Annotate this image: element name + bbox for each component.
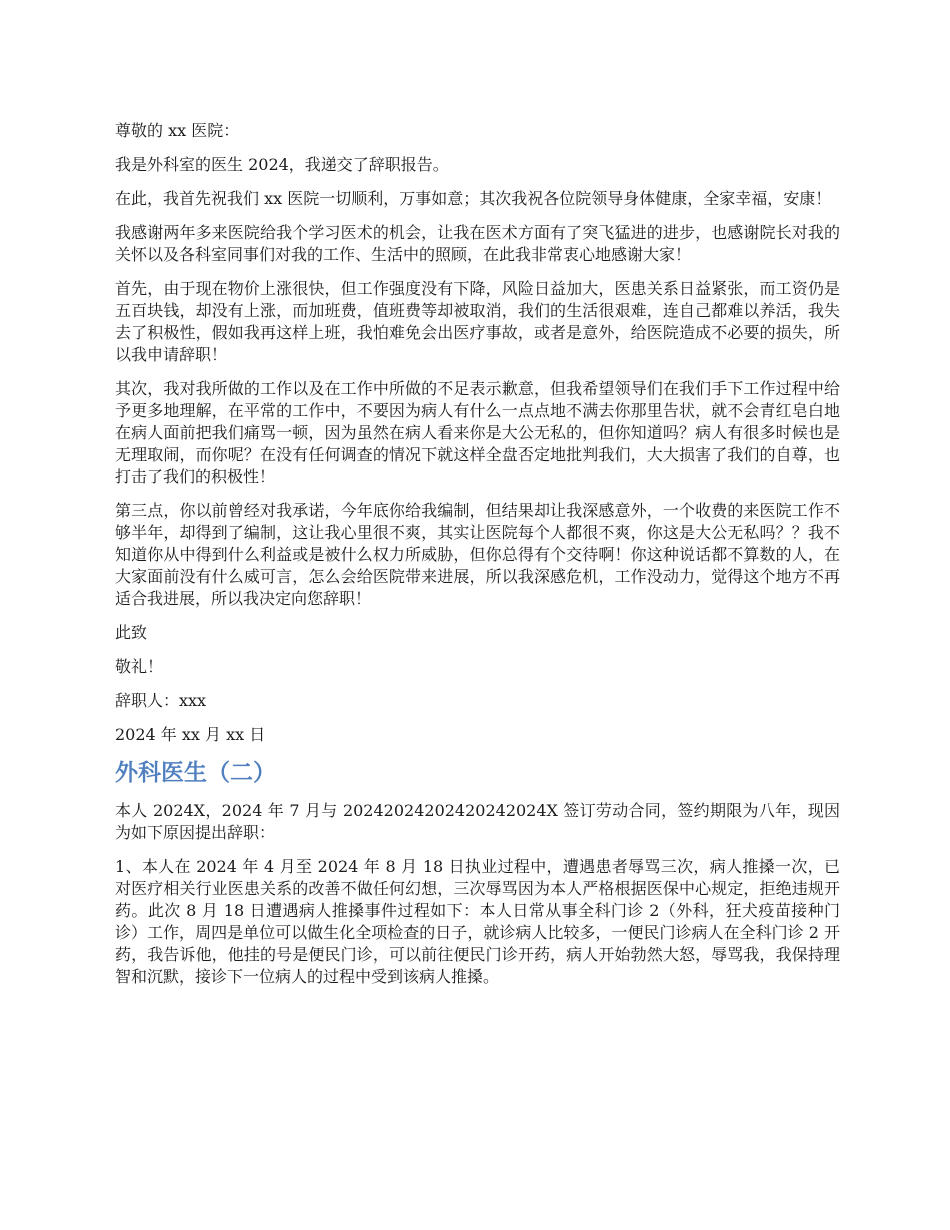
- closing-cizhi: 此致: [115, 623, 148, 642]
- paragraph: 1、本人在 2024 年 4 月至 2024 年 8 月 18 日执业过程中，遭遇患者辱骂三次，病人推搡一次，已对医疗相关行业医患关系的改善不做任何幻想，三次辱骂因为本人严格根据医保中心规定，拒绝违规开药。此次 8 月 18 日遭遇病人推搡事件过程如下：本人日常从事全科门诊 2（外科，狂犬疫苗接种门诊）工作，周四是单位可以做生化全项检查的日子，就诊病人比较多，一便民门诊病人在全科门诊 2 开药，我告诉他，他挂的号是便民门诊，可以前往便民门诊开药，病人开始勃然大怒，辱骂我，我保持理智和沉默，接诊下一位病人的过程中受到该病人推搡。: [115, 857, 840, 986]
- paragraph: 我感谢两年多来医院给我个学习医术的机会，让我在医术方面有了突飞猛进的进步，也感谢院长对我的关怀以及各科室同事们对我的工作、生活中的照顾，在此我非常衷心地感谢大家！: [115, 223, 840, 264]
- paragraph: 第三点，你以前曾经对我承诺，今年底你给我编制，但结果却让我深感意外，一个收费的来医院工作不够半年，却得到了编制，这让我心里很不爽，其实让医院每个人都很不爽，你这是大公无私吗？？我不知道你从中得到什么利益或是被什么权力所威胁，但你总得有个交待啊！你这种说话都不算数的人，在大家面前没有什么威可言，怎么会给医院带来进展，所以我深感危机，工作没动力，觉得这个地方不再适合我进展，所以我决定向您辞职！: [115, 501, 840, 608]
- paragraph: 其次，我对我所做的工作以及在工作中所做的不足表示歉意，但我希望领导们在我们手下工作过程中给予更多地理解，在平常的工作中，不要因为病人有什么一点点地不满去你那里告状，就不会青红皂白地在病人面前把我们痛骂一顿，因为虽然在病人看来你是大公无私的，但你知道吗？病人有很多时候也是无理取闹，而你呢？在没有任何调查的情况下就这样全盘否定地批判我们，大大损害了我们的自尊，也打击了我们的积极性！: [115, 379, 840, 486]
- paragraph: 我是外科室的医生 2024，我递交了辞职报告。: [115, 155, 449, 174]
- paragraph: 在此，我首先祝我们 xx 医院一切顺利，万事如意；其次我祝各位院领导身体健康，全家幸福，安康！: [115, 189, 832, 208]
- document-page: [115, 120, 840, 1000]
- salutation: 尊敬的 xx 医院：: [115, 121, 240, 140]
- paragraph: 本人 2024X，2024 年 7 月与 20242024202420242024X 签订劳动合同，签约期限为八年，现因为如下原因提出辞职：: [115, 801, 840, 842]
- signature: 辞职人：xxx: [115, 691, 207, 710]
- closing-jingli: 敬礼！: [115, 657, 164, 676]
- section-heading: 外科医生（二）: [115, 760, 276, 786]
- letter-date: 2024 年 xx 月 xx 日: [115, 725, 266, 744]
- paragraph: 首先，由于现在物价上涨很快，但工作强度没有下降，风险日益加大，医患关系日益紧张，而工资仍是五百块钱，却没有上涨，而加班费，值班费等却被取消，我们的生活很艰难，连自己都难以养活，我失去了积极性，假如我再这样上班，我怕难免会出医疗事故，或者是意外，给医院造成不必要的损失，所以我申请辞职！: [115, 279, 840, 364]
